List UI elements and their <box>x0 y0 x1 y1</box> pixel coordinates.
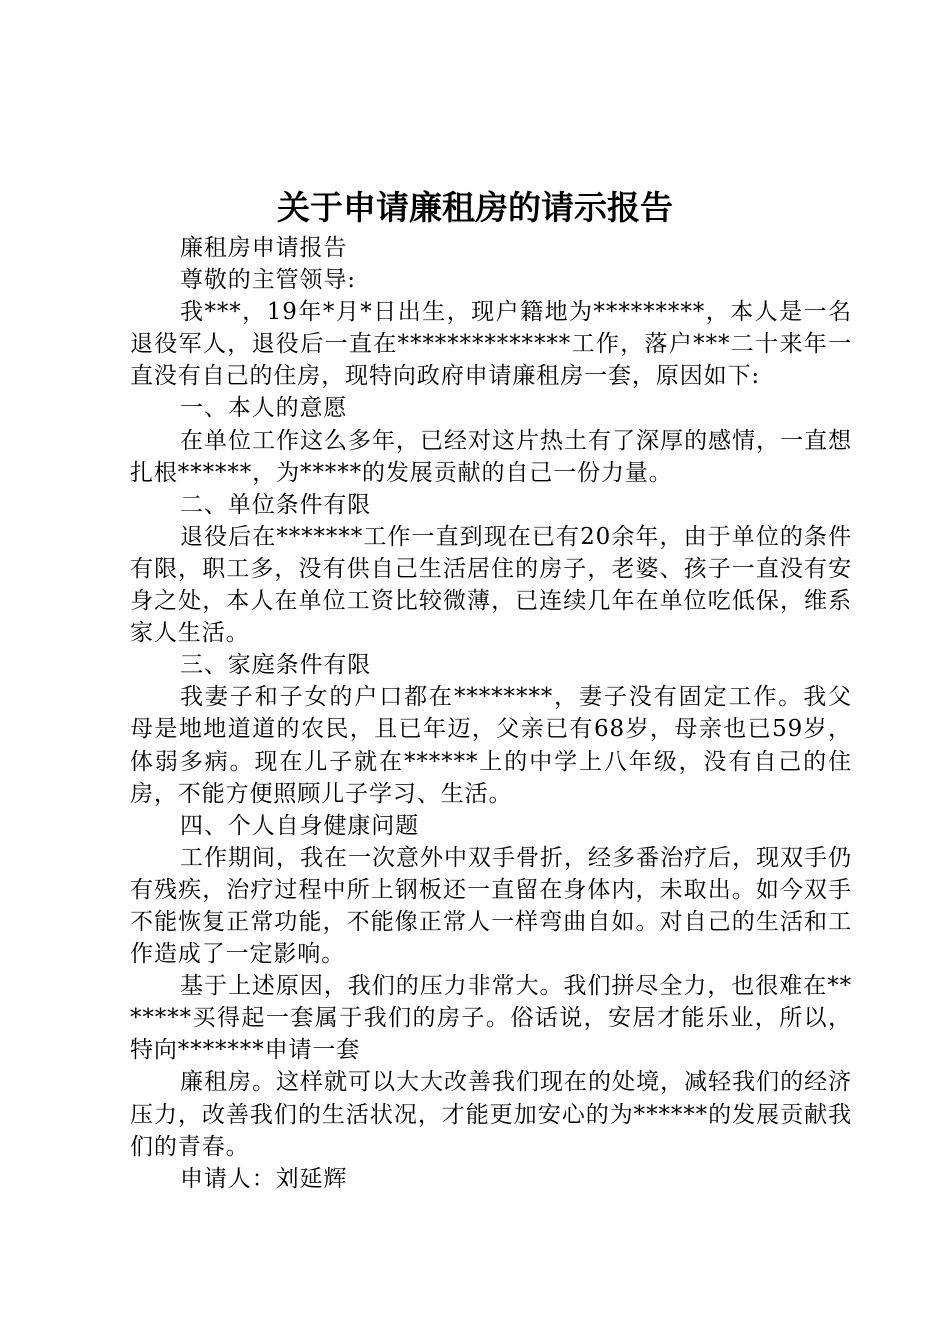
section-heading-2: 二、单位条件有限 <box>180 491 372 518</box>
paragraph-salutation: 尊敬的主管领导: <box>180 267 356 294</box>
paragraph-signature: 申请人：刘延辉 <box>180 1165 348 1192</box>
paragraph-heading: 廉租房申请报告 <box>180 235 348 261</box>
section-heading-4: 四、个人自身健康问题 <box>180 812 419 839</box>
paragraph-conclusion-1: 基于上述原因，我们的压力非常大。我们拼尽全力，也很难在*******买得起一套属于我们的房子。俗话说，安居才能乐业，所以，特向*******申请一套 <box>130 973 852 1064</box>
paragraph-section-2: 退役后在*******工作一直到现在已有20余年，由于单位的条件有限，职工多，没有供自己生活居住的房子，老婆、孩子一直没有安身之处，本人在单位工资比较微薄，已连续几年在单位吃低保，维系家人生活。 <box>130 523 852 647</box>
document-title: 关于申请廉租房的请示报告 <box>277 188 673 227</box>
document-body <box>130 232 852 1195</box>
paragraph-conclusion-2: 廉租房。这样就可以大大改善我们现在的处境，减轻我们的经济压力，改善我们的生活状况，才能更加安心的为******的发展贡献我们的青春。 <box>130 1069 852 1160</box>
paragraph-intro: 我***，19年*月*日出生，现户籍地为*********，本人是一名退役军人，退役后一直在**************工作，落户***二十来年一直没有自己的住房，现特向政府申请廉租房一套，原因如下: <box>130 299 852 390</box>
paragraph-section-3: 我妻子和子女的户口都在********，妻子没有固定工作。我父母是地地道道的农民，且已年迈，父亲已有68岁，母亲也已59岁，体弱多病。现在儿子就在******上的中学上八年级，没有自己的住房，不能方便照顾儿子学习、生活。 <box>130 684 852 807</box>
paragraph-section-4: 工作期间，我在一次意外中双手骨折，经多番治疗后，现双手仍有残疾，治疗过程中所上钢板还一直留在身体内，未取出。如今双手不能恢复正常功能，不能像正常人一样弯曲自如。对自己的生活和工作造成了一定影响。 <box>130 844 852 968</box>
section-heading-1: 一、本人的意愿 <box>180 395 348 422</box>
section-heading-3: 三、家庭条件有限 <box>180 652 372 679</box>
paragraph-section-1: 在单位工作这么多年，已经对这片热土有了深厚的感情，一直想扎根******，为*****的发展贡献的自己一份力量。 <box>130 427 852 486</box>
